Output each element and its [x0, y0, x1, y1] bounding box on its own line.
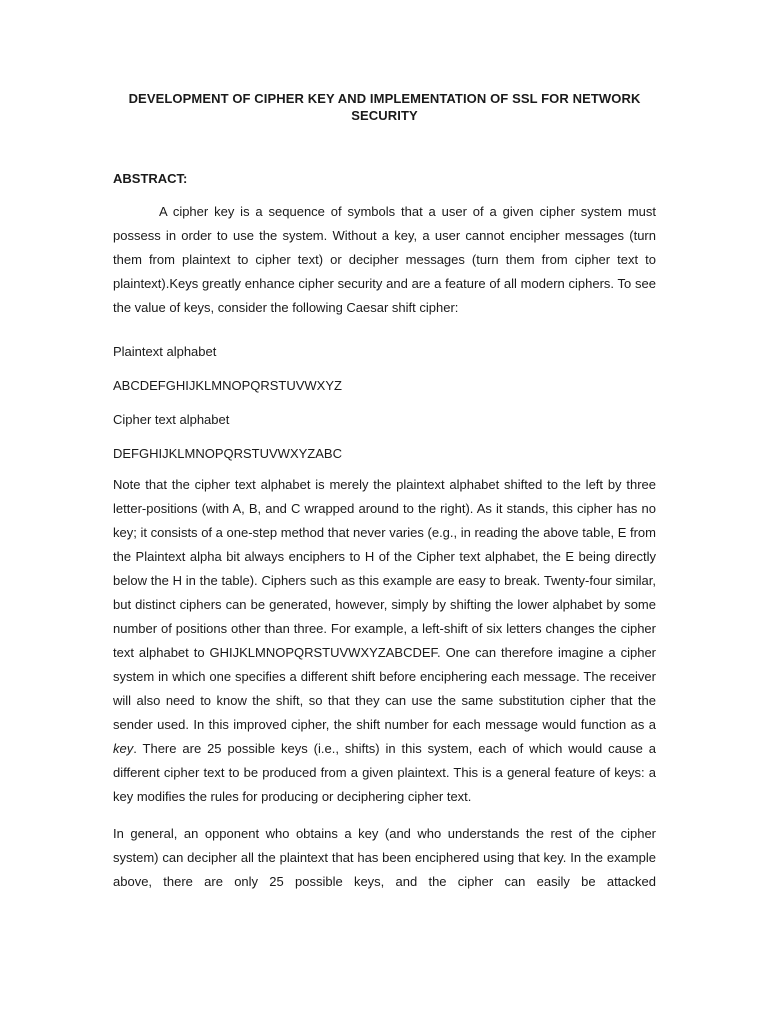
- note-paragraph-key-term: key: [113, 741, 134, 756]
- ciphertext-label: Cipher text alphabet: [113, 412, 230, 427]
- abstract-heading: ABSTRACT:: [113, 171, 188, 186]
- general-paragraph: In general, an opponent who obtains a key (and who understands the rest of the cipher system) can decipher all the plaintext that has been enciphered using that key. In the example above, there are only 25 possible keys, and the cipher can easily be attacked: [113, 826, 656, 889]
- abstract-paragraph: A cipher key is a sequence of symbols that a user of a given cipher system must possess in order to use the system. Without a key, a user cannot encipher messages (turn them from plaintext to cipher text) or decipher messages (turn them from cipher text to plaintext).Keys greatly enhance cipher security and are a feature of all modern ciphers. To see the value of keys, consider the following Caesar shift cipher:: [113, 204, 656, 315]
- document-title: DEVELOPMENT OF CIPHER KEY AND IMPLEMENTATION OF SSL FOR NETWORK SECURITY: [128, 91, 641, 123]
- plaintext-label: Plaintext alphabet: [113, 344, 217, 359]
- note-paragraph: [113, 473, 656, 809]
- document-page: [113, 90, 656, 894]
- ciphertext-alphabet: DEFGHIJKLMNOPQRSTUVWXYZABC: [113, 446, 342, 461]
- note-paragraph-text-1: Note that the cipher text alphabet is merely the plaintext alphabet shifted to the left by three letter-positions (with A, B, and C wrapped around to the right). As it stands, this cipher has no key; it consists of a one-step method that never varies (e.g., in reading the above table, E from the Plaintext alpha bit always enciphers to H of the Cipher text alphabet, the E being directly below the H in the table). Ciphers such as this example are easy to break. Twenty-four similar, but distinct ciphers can be generated, however, simply by shifting the lower alphabet by some number of positions other than three. For example, a left-shift of six letters changes the cipher text alphabet to GHIJKLMNOPQRSTUVWXYZABCDEF. One can therefore imagine a cipher system in which one specifies a different shift before enciphering each message. The receiver will also need to know the shift, so that they can use the same substitution cipher that the sender used. In this improved cipher, the shift number for each message would function as a: [113, 477, 656, 732]
- plaintext-alphabet: ABCDEFGHIJKLMNOPQRSTUVWXYZ: [113, 378, 342, 393]
- note-paragraph-text-2: . There are 25 possible keys (i.e., shifts) in this system, each of which would cause a different cipher text to be produced from a given plaintext. This is a general feature of keys: a key modifies the rules for producing or deciphering cipher text.: [113, 741, 656, 804]
